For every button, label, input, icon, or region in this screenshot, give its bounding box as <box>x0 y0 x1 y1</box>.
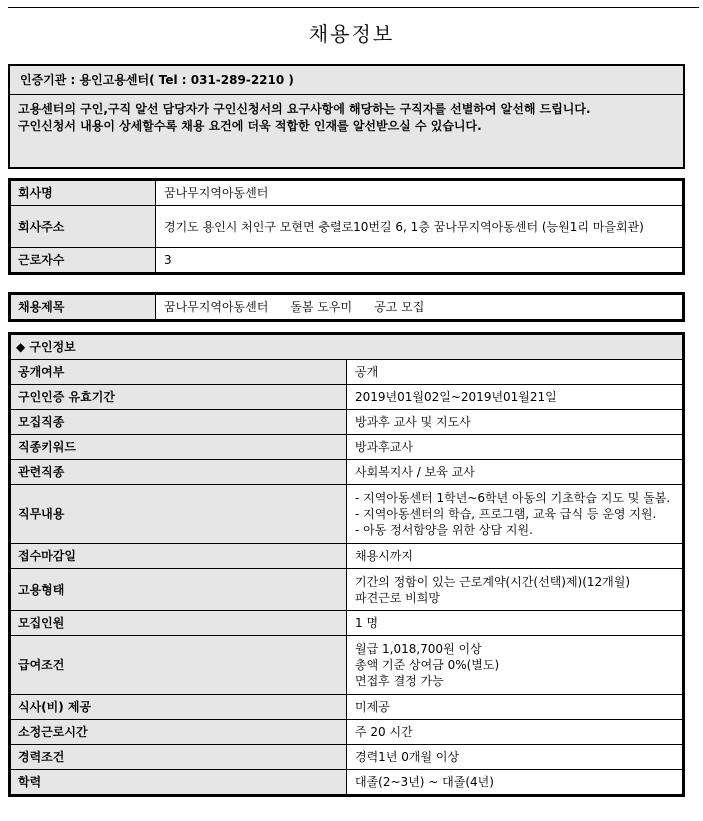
table-row <box>11 435 683 460</box>
hours-label: 소정근로시간 <box>11 720 347 745</box>
job-info-box <box>8 332 685 797</box>
table-row <box>11 611 683 636</box>
agency-notice <box>10 95 683 135</box>
agency-box <box>8 64 685 169</box>
validity-label: 구인인증 유효기간 <box>11 385 347 410</box>
duties-line: - 아동 정서함양을 위한 상담 지원. <box>355 523 533 537</box>
company-name-row <box>11 181 683 206</box>
salary-line: 면접후 결정 가능 <box>355 674 444 688</box>
agency-tel: ( Tel : 031-289-2210 ) <box>149 73 294 87</box>
table-row <box>11 636 683 695</box>
table-row <box>11 360 683 385</box>
duties-line: - 지역아동센터 1학년~6학년 아동의 기초학습 지도 및 돌봄. <box>355 491 671 505</box>
recruit-title-value <box>156 295 683 320</box>
job-info-heading-row <box>11 335 683 360</box>
employment-line: 파견근로 비희망 <box>355 590 440 605</box>
recruit-title-box <box>8 292 685 322</box>
company-employees-value: 3 <box>156 248 683 273</box>
validity-value: 2019년01월02일~2019년01월21일 <box>347 385 683 410</box>
employment-line: 기간의 정함이 있는 근로계약(시간(선택)제)(12개월) <box>355 574 631 589</box>
notice-line: 고용센터의 구인,구직 알선 담당자가 구인신청서의 요구사항에 해당하는 구직자를 선별하여 알선해 드립니다. <box>18 102 591 116</box>
company-name-value: 꿈나무지역아동센터 <box>156 181 683 206</box>
salary-label: 급여조건 <box>11 636 347 695</box>
table-row <box>11 485 683 544</box>
headcount-label: 모집인원 <box>11 611 347 636</box>
company-address-value: 경기도 용인시 처인구 모현면 충렬로10번길 6, 1층 꿈나무지역아동센터 (능원1리 마을회관) <box>156 206 683 248</box>
employment-label: 고용형태 <box>11 569 347 611</box>
recruit-title-part: 꿈나무지역아동센터 <box>164 300 269 314</box>
duties-value <box>347 485 683 544</box>
duties-line: - 지역아동센터의 학습, 프로그램, 교육 급식 등 운영 지원. <box>355 507 657 521</box>
recruit-title-table <box>10 294 683 320</box>
education-value: 대졸(2~3년) ~ 대졸(4년) <box>347 770 683 795</box>
deadline-value: 채용시까지 <box>347 544 683 569</box>
company-employees-row <box>11 248 683 273</box>
deadline-label: 접수마감일 <box>11 544 347 569</box>
table-row <box>11 410 683 435</box>
job-info-table <box>10 334 683 795</box>
disclosure-value: 공개 <box>347 360 683 385</box>
table-row <box>11 569 683 611</box>
experience-value: 경력1년 0개월 이상 <box>347 745 683 770</box>
agency-name: 용인고용센터 <box>79 73 150 87</box>
agency-header: 인증기관 : 용인고용센터( Tel : 031-289-2210 ) <box>10 66 683 95</box>
table-row <box>11 460 683 485</box>
table-row <box>11 745 683 770</box>
meals-value: 미제공 <box>347 695 683 720</box>
experience-label: 경력조건 <box>11 745 347 770</box>
headcount-value: 1 명 <box>347 611 683 636</box>
table-row <box>11 544 683 569</box>
recruit-title-part: 공고 모집 <box>374 300 425 314</box>
agency-label: 인증기관 <box>20 73 67 87</box>
category-label: 모집직종 <box>11 410 347 435</box>
top-rule <box>8 7 699 8</box>
education-label: 학력 <box>11 770 347 795</box>
employment-value <box>347 569 683 611</box>
disclosure-label: 공개여부 <box>11 360 347 385</box>
duties-label: 직무내용 <box>11 485 347 544</box>
hours-value: 주 20 시간 <box>347 720 683 745</box>
table-row <box>11 720 683 745</box>
company-name-label: 회사명 <box>11 181 156 206</box>
page-title: 채용정보 <box>308 22 395 46</box>
recruit-title-row <box>11 295 683 320</box>
salary-line: 총액 기준 상여금 0%(별도) <box>355 658 500 672</box>
keyword-label: 직종키워드 <box>11 435 347 460</box>
related-label: 관련직종 <box>11 460 347 485</box>
company-address-row <box>11 206 683 248</box>
salary-value <box>347 636 683 695</box>
company-employees-label: 근로자수 <box>11 248 156 273</box>
table-row <box>11 385 683 410</box>
keyword-value: 방과후교사 <box>347 435 683 460</box>
recruit-title-label: 채용제목 <box>11 295 156 320</box>
recruit-title-part: 돌봄 도우미 <box>290 300 353 314</box>
company-box <box>8 178 685 275</box>
table-row <box>11 770 683 795</box>
category-value: 방과후 교사 및 지도사 <box>347 410 683 435</box>
meals-label: 식사(비) 제공 <box>11 695 347 720</box>
company-table <box>10 180 683 273</box>
table-row <box>11 695 683 720</box>
related-value: 사회복지사 / 보육 교사 <box>347 460 683 485</box>
notice-line: 구인신청서 내용이 상세할수록 채용 요건에 더욱 적합한 인재를 알선받으실 수 있습니다. <box>18 119 482 133</box>
job-info-heading: ◆ 구인정보 <box>11 335 683 360</box>
company-address-label: 회사주소 <box>11 206 156 248</box>
salary-line: 월급 1,018,700원 이상 <box>355 642 482 656</box>
